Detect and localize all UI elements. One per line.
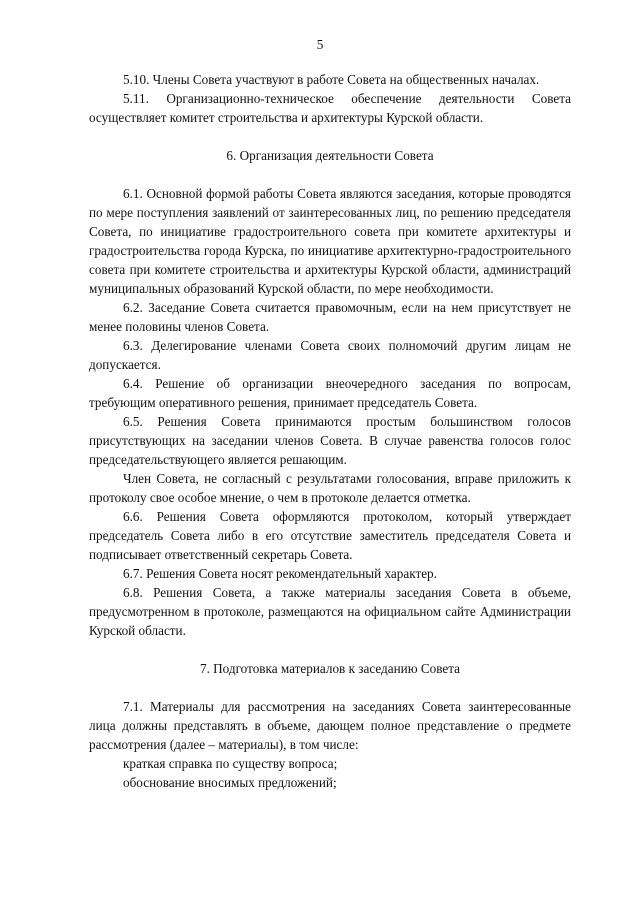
list-item: краткая справка по существу вопроса; bbox=[123, 756, 338, 771]
paragraph-6-8: 6.8. Решения Совета, а также материалы заседания Совета в объеме, предусмотренном в протоколе, размещаются на официальном сайте Администрации Курской области. bbox=[89, 585, 571, 638]
list-item: обоснование вносимых предложений; bbox=[123, 775, 337, 790]
paragraph-7-1: 7.1. Материалы для рассмотрения на заседаниях Совета заинтересованные лица должны представлять в объеме, дающем полное представление о предмете рассмотрения (далее – материалы), в том числе: bbox=[89, 699, 571, 752]
document-body bbox=[89, 70, 571, 792]
paragraph-6-7: 6.7. Решения Совета носят рекомендательный характер. bbox=[123, 566, 437, 581]
page-number: 5 bbox=[316, 37, 324, 52]
paragraph-6-5-dissent: Член Совета, не согласный с результатами голосования, вправе приложить к протоколу свое особое мнение, о чем в протоколе делается отметка. bbox=[89, 471, 571, 505]
paragraph-5-10: 5.10. Члены Совета участвуют в работе Совета на общественных началах. bbox=[123, 72, 540, 87]
paragraph-5-11: 5.11. Организационно-техническое обеспечение деятельности Совета осуществляет комитет строительства и архитектуры Курской области. bbox=[89, 91, 571, 125]
paragraph-6-4: 6.4. Решение об организации внеочередного заседания по вопросам, требующим оперативного решения, принимает председатель Совета. bbox=[89, 376, 571, 410]
section-7-title: 7. Подготовка материалов к заседанию Совета bbox=[199, 661, 461, 676]
paragraph-6-3: 6.3. Делегирование членами Совета своих полномочий другим лицам не допускается. bbox=[89, 338, 571, 372]
paragraph-6-6: 6.6. Решения Совета оформляются протоколом, который утверждает председатель Совета либо в его отсутствие заместитель председателя Совета и подписывает ответственный секретарь Совета. bbox=[89, 509, 571, 562]
section-6-title: 6. Организация деятельности Совета bbox=[226, 148, 434, 163]
paragraph-6-2: 6.2. Заседание Совета считается правомочным, если на нем присутствует не менее половины членов Совета. bbox=[89, 300, 571, 334]
paragraph-6-5: 6.5. Решения Совета принимаются простым большинством голосов присутствующих на заседании членов Совета. В случае равенства голосов голос председательствующего является решающим. bbox=[89, 414, 571, 467]
paragraph-6-1: 6.1. Основной формой работы Совета являются заседания, которые проводятся по мере поступления заявлений от заинтересованных лиц, по решению председателя Совета, по инициативе градостроительного совета при комитете архитектуры и градостроительства города Курска, по инициативе архитектурно-градостроительного совета при комитете строительства и архитектуры Курской области, администраций муниципальных образований Курской области, по мере необходимости. bbox=[89, 186, 571, 296]
